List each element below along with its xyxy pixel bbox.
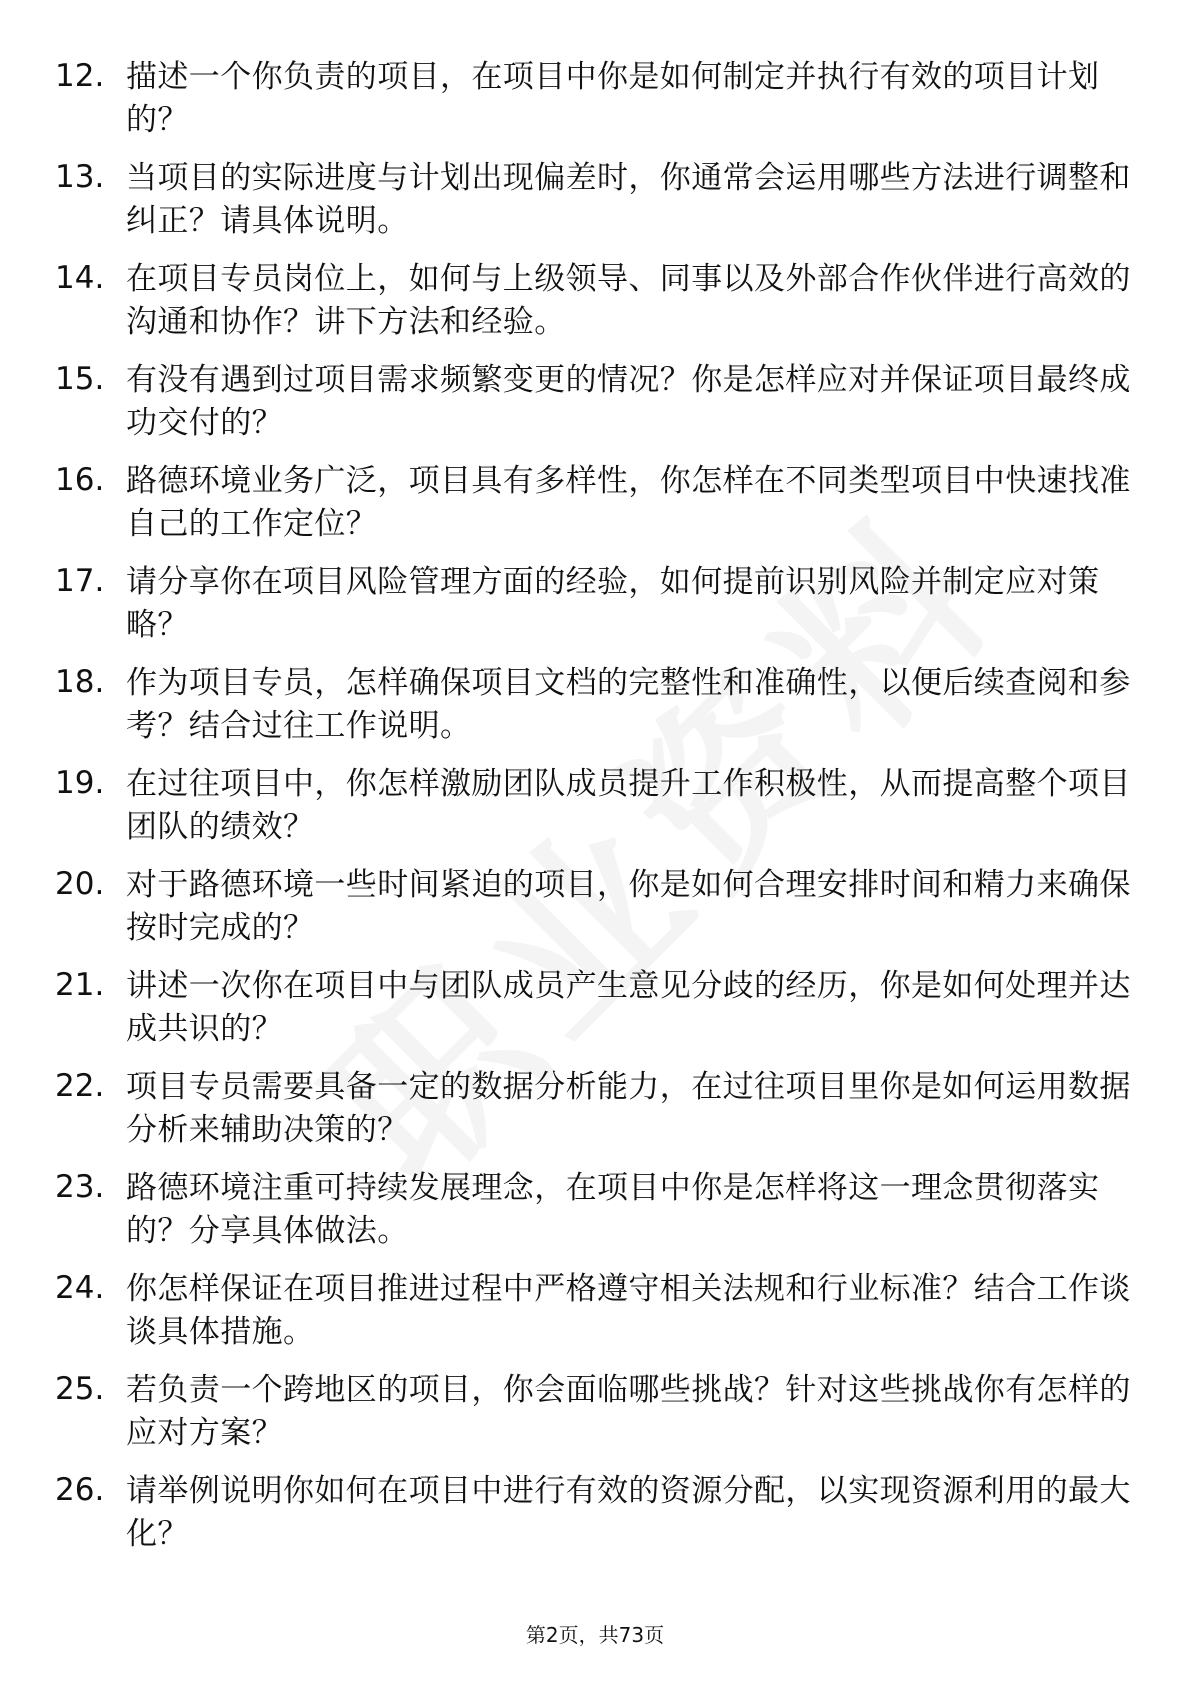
question-text: 当项目的实际进度与计划出现偏差时，你通常会运用哪些方法进行调整和纠正？请具体说明。 xyxy=(126,160,1131,239)
question-item xyxy=(0,151,1190,252)
question-text: 对于路德环境一些时间紧迫的项目，你是如何合理安排时间和精力来确保按时完成的？ xyxy=(126,867,1131,946)
question-item xyxy=(0,959,1190,1060)
question-item xyxy=(0,50,1190,151)
question-number: 23. xyxy=(55,1169,105,1205)
question-number: 25. xyxy=(55,1371,105,1407)
question-text: 若负责一个跨地区的项目，你会面临哪些挑战？针对这些挑战你有怎样的应对方案？ xyxy=(126,1372,1131,1451)
question-number: 15. xyxy=(55,361,105,397)
question-item xyxy=(0,252,1190,353)
question-text: 请分享你在项目风险管理方面的经验，如何提前识别风险并制定应对策略？ xyxy=(126,564,1100,643)
question-item xyxy=(0,1060,1190,1161)
question-text: 在过往项目中，你怎样激励团队成员提升工作积极性，从而提高整个项目团队的绩效？ xyxy=(126,766,1131,845)
question-item xyxy=(0,454,1190,555)
question-number: 21. xyxy=(55,967,105,1003)
question-item xyxy=(0,757,1190,858)
question-number: 22. xyxy=(55,1068,105,1104)
question-text: 讲述一次你在项目中与团队成员产生意见分歧的经历，你是如何处理并达成共识的？ xyxy=(126,968,1131,1047)
question-number: 18. xyxy=(55,664,105,700)
question-number: 19. xyxy=(55,765,105,801)
question-number: 13. xyxy=(55,159,105,195)
question-text: 你怎样保证在项目推进过程中严格遵守相关法规和行业标准？结合工作谈谈具体措施。 xyxy=(126,1271,1131,1350)
page-footer: 第2页，共73页 xyxy=(525,1623,665,1647)
question-text: 描述一个你负责的项目，在项目中你是如何制定并执行有效的项目计划的？ xyxy=(126,59,1100,138)
question-item xyxy=(0,555,1190,656)
question-number: 14. xyxy=(55,260,105,296)
question-item xyxy=(0,353,1190,454)
question-item xyxy=(0,1161,1190,1262)
question-item xyxy=(0,656,1190,757)
question-number: 26. xyxy=(55,1472,105,1508)
question-text: 作为项目专员，怎样确保项目文档的完整性和准确性，以便后续查阅和参考？结合过往工作说明。 xyxy=(126,665,1131,744)
question-number: 24. xyxy=(55,1270,105,1306)
question-list xyxy=(0,50,1190,1565)
question-item xyxy=(0,1363,1190,1464)
question-item xyxy=(0,1262,1190,1363)
question-text: 请举例说明你如何在项目中进行有效的资源分配，以实现资源利用的最大化？ xyxy=(126,1473,1131,1552)
question-number: 20. xyxy=(55,866,105,902)
question-item xyxy=(0,1464,1190,1565)
question-number: 17. xyxy=(55,563,105,599)
question-text: 路德环境注重可持续发展理念，在项目中你是怎样将这一理念贯彻落实的？分享具体做法。 xyxy=(126,1170,1100,1249)
question-text: 路德环境业务广泛，项目具有多样性，你怎样在不同类型项目中快速找准自己的工作定位？ xyxy=(126,463,1131,542)
question-number: 16. xyxy=(55,462,105,498)
question-text: 有没有遇到过项目需求频繁变更的情况？你是怎样应对并保证项目最终成功交付的？ xyxy=(126,362,1131,441)
question-text: 项目专员需要具备一定的数据分析能力，在过往项目里你是如何运用数据分析来辅助决策的？ xyxy=(126,1069,1131,1148)
question-text: 在项目专员岗位上，如何与上级领导、同事以及外部合作伙伴进行高效的沟通和协作？讲下方法和经验。 xyxy=(126,261,1131,340)
question-number: 12. xyxy=(55,58,105,94)
question-item xyxy=(0,858,1190,959)
